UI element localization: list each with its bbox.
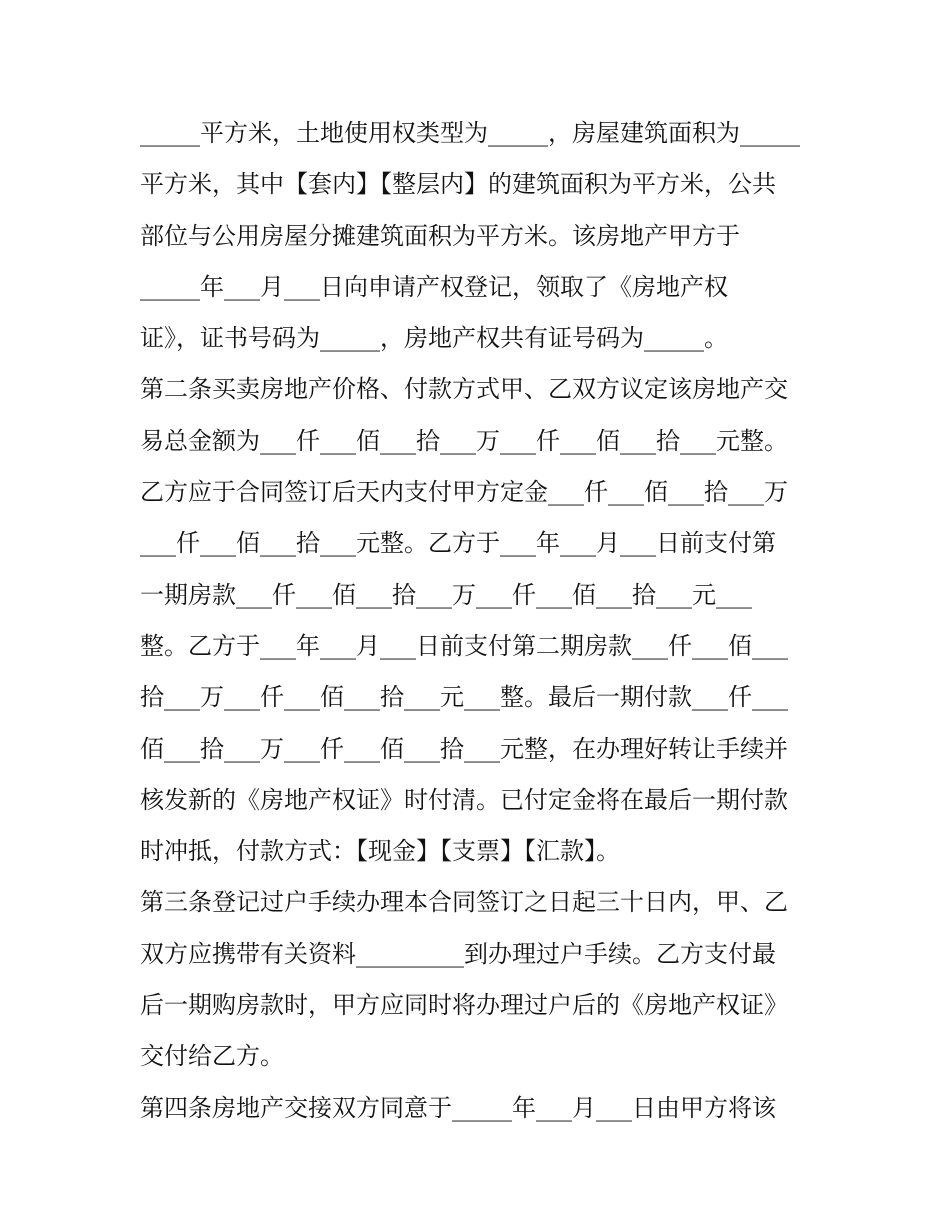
text-line: 整。乙方于___年___月___日前支付第二期房款___仟___佰___ [140,631,788,660]
text-line: 拾___万___仟___佰___拾___元___整。最后一期付款___仟___ [140,683,788,712]
text-line: 时冲抵，付款方式：【现金】【支票】【汇款】。 [140,837,620,866]
text-line: _____平方米，土地使用权类型为_____，房屋建筑面积为_____ [140,119,800,147]
text-line: 第三条登记过户手续办理本合同签订之日起三十日内，甲、乙 [140,888,788,917]
text-line: 核发新的《房地产权证》时付清。已付定金将在最后一期付款 [140,785,788,814]
text-line: 第二条买卖房地产价格、付款方式甲、乙双方议定该房地产交 [140,375,788,404]
text-line: 一期房款___仟___佰___拾___万___仟___佰___拾___元___ [140,580,752,609]
text-line: _____年___月___日向申请产权登记，领取了《房地产权 [140,272,728,301]
text-line: 易总金额为___仟___佰___拾___万___仟___佰___拾___元整。 [140,426,788,455]
text-line: ___仟___佰___拾___元整。乙方于___年___月___日前支付第 [140,529,776,558]
text-line: 第四条房地产交接双方同意于_____年___月___日由甲方将该 [140,1093,776,1122]
text-line: 证》，证书号码为_____，房地产权共有证号码为_____。 [140,324,728,353]
text-line: 佰___拾___万___仟___佰___拾___元整，在办理好转让手续并 [140,734,788,763]
text-line: 平方米，其中【套内】【整层内】的建筑面积为平方米，公共 [140,170,776,199]
text-line: 部位与公用房屋分摊建筑面积为平方米。该房地产甲方于 [140,221,740,250]
document-body [140,108,830,1134]
text-line: 乙方应于合同签订后天内支付甲方定金___仟___佰___拾___万 [140,478,788,507]
text-line: 双方应携带有关资料_________到办理过户手续。乙方支付最 [140,939,776,968]
text-line: 后一期购房款时，甲方应同时将办理过户后的《房地产权证》 [140,991,788,1020]
text-line: 交付给乙方。 [140,1042,284,1071]
